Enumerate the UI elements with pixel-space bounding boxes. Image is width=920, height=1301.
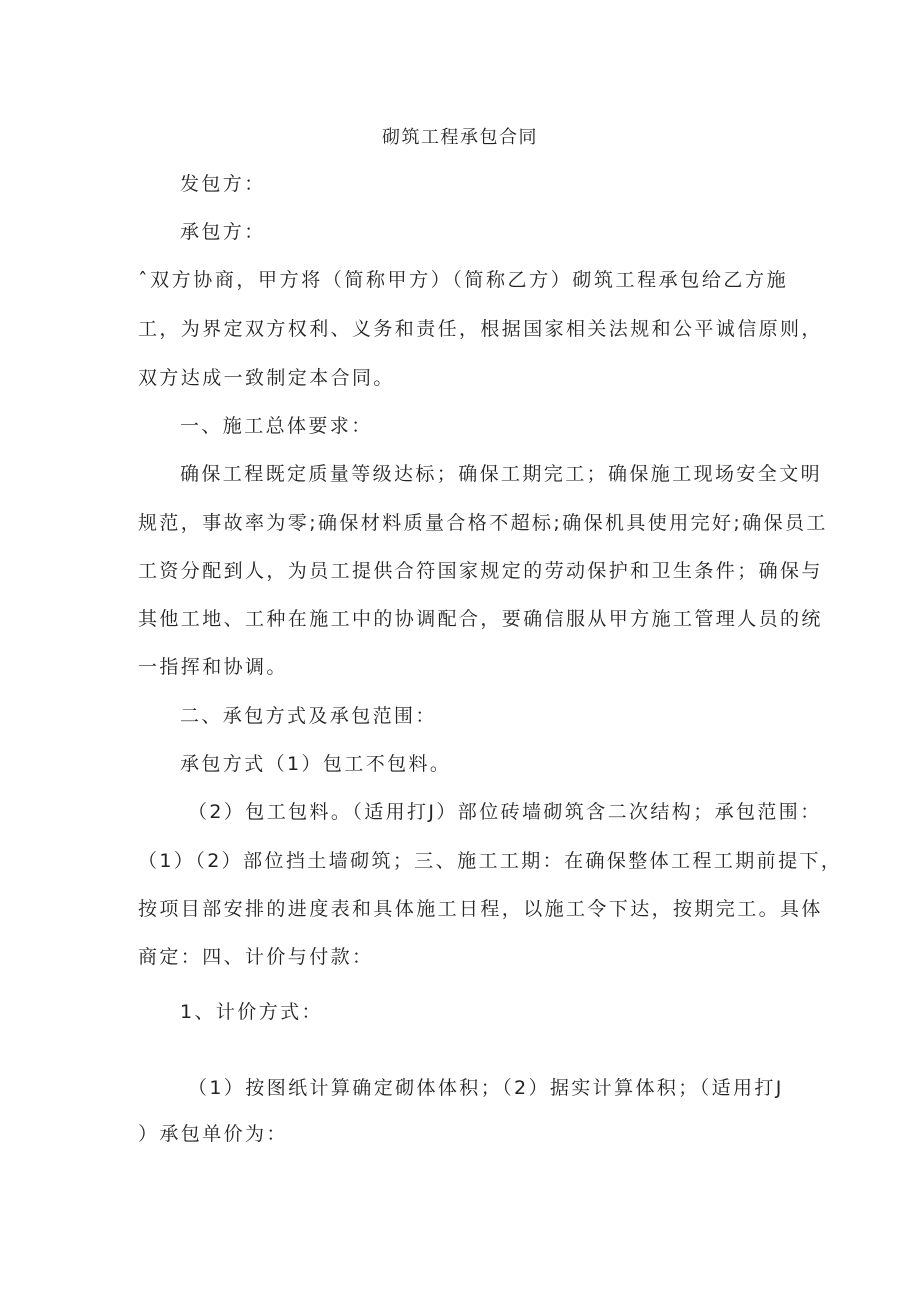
section-heading: 1、计价方式： — [180, 1001, 323, 1023]
paragraph-line: 按项目部安排的进度表和具体施工日程，以施工令下达，按期完工。具体 — [138, 898, 823, 920]
section-heading: 二、承包方式及承包范围： — [180, 705, 437, 727]
section-heading: 一、施工总体要求： — [180, 415, 373, 437]
paragraph-line: ）承包单价为： — [138, 1123, 288, 1145]
document-title: 砌筑工程承包合同 — [382, 127, 538, 148]
paragraph-line: 规范，事故率为零;确保材料质量合格不超标;确保机具使用完好;确保员工 — [138, 512, 828, 534]
paragraph-line: 工，为界定双方权利、义务和责任，根据国家相关法规和公平诚信原则， — [138, 318, 823, 340]
contract-party-b: 承包方： — [180, 221, 266, 243]
paragraph-line: （1）按图纸计算确定砌体体积；（2）据实计算体积；（适用打J — [188, 1077, 784, 1099]
paragraph-line: 确保工程既定质量等级达标；确保工期完工；确保施工现场安全文明 — [180, 463, 823, 485]
paragraph-line: （1）（2）部位挡土墙砌筑；三、施工工期：在确保整体工程工期前提下， — [138, 850, 843, 872]
paragraph-line: 双方达成一致制定本合同。 — [138, 367, 395, 389]
paragraph-line: 商定：四、计价与付款： — [138, 946, 374, 968]
paragraph-line: 工资分配到人，为员工提供合符国家规定的劳动保护和卫生条件；确保与 — [138, 560, 823, 582]
paragraph-line: 承包方式（1）包工不包料。 — [180, 753, 452, 775]
paragraph-line: （2）包工包料。（适用打J）部位砖墙砌筑含二次结构；承包范围： — [188, 801, 822, 823]
contract-party-a: 发包方： — [180, 173, 266, 195]
paragraph-line: 其他工地、工种在施工中的协调配合，要确信服从甲方施工管理人员的统 — [138, 608, 823, 630]
paragraph-line: 一指挥和协调。 — [138, 656, 288, 678]
paragraph-line: ˆ双方协商，甲方将（简称甲方）（简称乙方）砌筑工程承包给乙方施 — [138, 269, 788, 291]
